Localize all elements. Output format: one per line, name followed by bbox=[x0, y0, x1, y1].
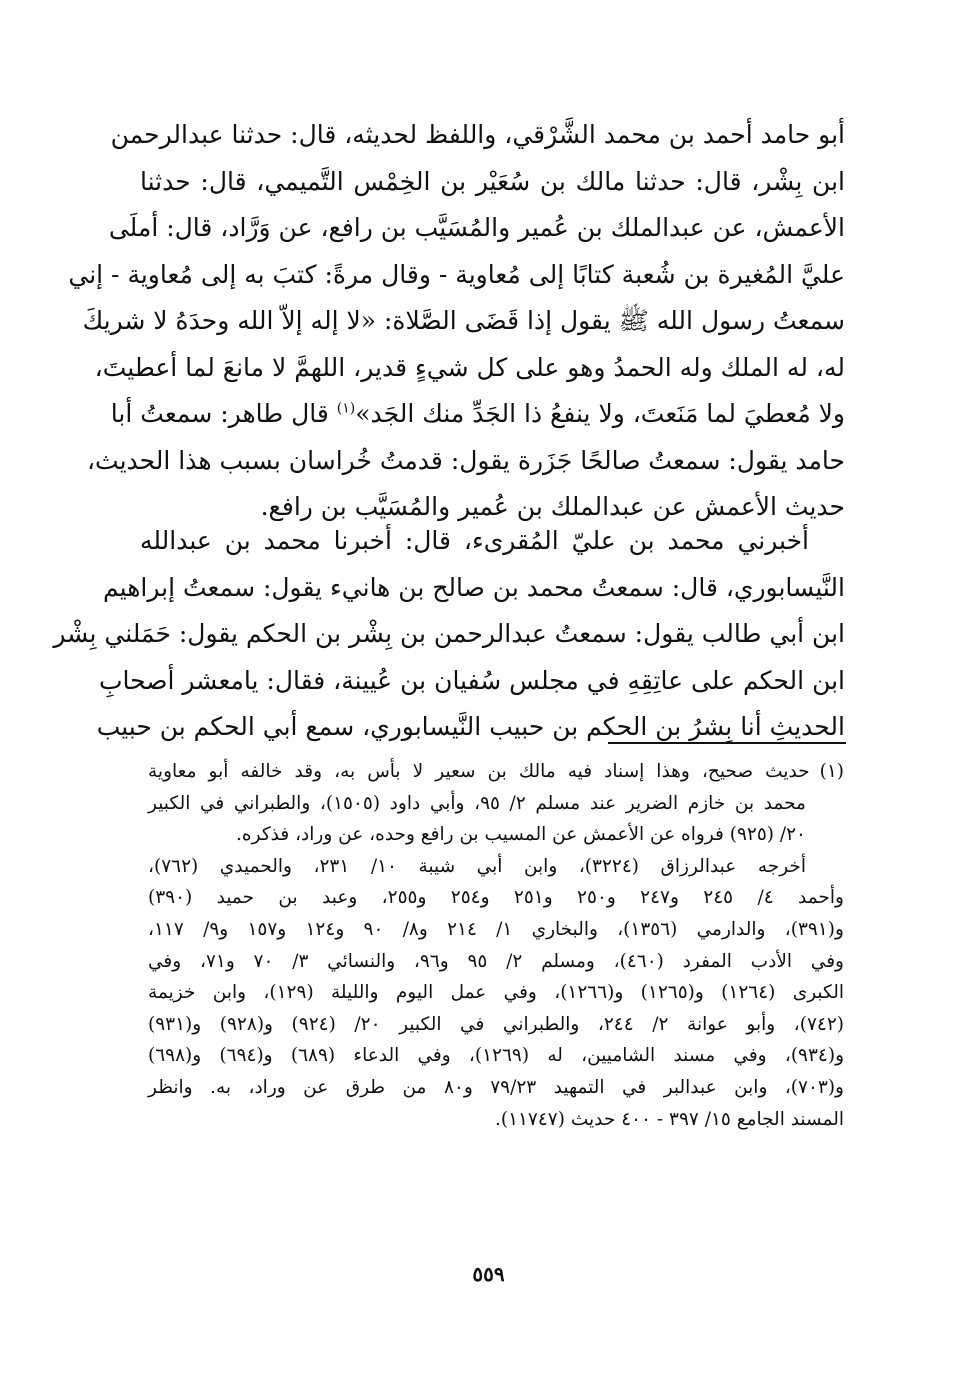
footnote-line: أخرجه عبدالرزاق (٣٢٢٤)، وابن أبي شيبة ١٠/ ٢٣١، والحميدي (٧٦٢)، bbox=[148, 855, 806, 877]
footnote-line: وأحمد ٤/ ٢٤٥ و٢٤٧ و٢٥٠ و٢٥١ و٢٥٤ و٢٥٥، وعبد بن حميد (٣٩٠) bbox=[148, 887, 844, 909]
text-line: الحديثِ أنا بِشرُ بن الحكم بن حبيب النَّيسابوري، سمع أبي الحكم بن حبيب bbox=[96, 712, 845, 741]
footnote-reference: (١) bbox=[336, 400, 356, 417]
text-line: ابن الحكم على عاتِقِهِ في مجلس سُفيان بن عُيينة، فقال: يامعشر أصحابِ bbox=[98, 665, 845, 695]
text-line: حامد يقول: سمعتُ صالحًا جَزَرة يقول: قدمتُ خُراسان بسبب هذا الحديث، bbox=[86, 445, 845, 475]
text-line: النَّيسابوري، قال: سمعتُ محمد بن صالح بن هانيء يقول: سمعتُ إبراهيم bbox=[103, 572, 845, 602]
footnote-line: و(٣٩١)، والدارمي (١٣٥٦)، والبخاري ١/ ٢١٤ و٨/ ٩٠ و١٢٤ و١٥٧ و٩/ ١١٧، bbox=[148, 918, 844, 940]
text-line bbox=[110, 391, 845, 438]
text-line: أبو حامد أحمد بن محمد الشَّرْقي، واللفظ لحديثه، قال: حدثنا عبدالرحمن bbox=[110, 120, 845, 149]
footnote-divider bbox=[608, 742, 846, 744]
text-line: سمعتُ رسول الله ﷺ يقول إذا قَضَى الصَّلاة: «لا إله إلاّ الله وحدَهُ لا شريكَ bbox=[82, 306, 845, 335]
footnote-line bbox=[148, 756, 844, 788]
text-line: ابن بِشْر، قال: حدثنا مالك بن سُعَيْر بن الخِمْس التَّميمي، قال: حدثنا bbox=[140, 166, 845, 196]
footnote-line: المسند الجامع ١٥/ ٣٩٧ - ٤٠٠ حديث (١١٧٤٧). bbox=[494, 1108, 844, 1130]
footnote-line: وفي الأدب المفرد (٤٦٠)، ومسلم ٢/ ٩٥ و٩٦، والنسائي ٣/ ٧٠ و٧١، وفي bbox=[148, 950, 844, 972]
text-line: ابن أبي طالب يقول: سمعتُ عبدالرحمن بن بِشْر بن الحكم يقول: حَمَلني بِشْر bbox=[53, 619, 845, 648]
paragraph-1 bbox=[68, 112, 845, 531]
footnote-marker: (١) bbox=[819, 761, 844, 782]
text-line: حديث الأعمش عن عبدالملك بن عُمير والمُسَيَّب بن رافع. bbox=[260, 492, 845, 521]
page-number: ٥٥٩ bbox=[472, 1262, 505, 1286]
footnote-line: و(٩٣٤)، وفي مسند الشاميين، له (١٢٦٩)، وفي الدعاء (٦٨٩) و(٦٩٤) و(٦٩٨) bbox=[148, 1045, 845, 1067]
footnote-line: الكبرى (١٢٦٤) و(١٢٦٥) و(١٢٦٦)، وفي عمل اليوم والليلة (١٢٩)، وابن خزيمة bbox=[148, 982, 844, 1004]
footnote-line: (٧٤٢)، وأبو عوانة ٢/ ٢٤٤، والطبراني في الكبير ٢٠/ (٩٢٤) و(٩٢٨) و(٩٣١) bbox=[148, 1013, 845, 1035]
text-segment: قال طاهر: سمعتُ أبا bbox=[110, 399, 337, 428]
paragraph-2 bbox=[53, 518, 845, 751]
text-segment: ولا مُعطيَ لما مَنَعتَ، ولا ينفعُ ذا الجَدِّ منك الجَد» bbox=[355, 399, 845, 428]
footnotes bbox=[148, 756, 844, 1135]
text-line: الأعمش، عن عبدالملك بن عُمير والمُسَيَّب بن رافع، عن وَرَّاد، قال: أملَى bbox=[108, 213, 845, 242]
footnote-line: ٢٠/ (٩٢٥) فرواه عن الأعمش عن المسيب بن رافع وحده، عن وراد، فذكره. bbox=[236, 824, 806, 846]
footnote-line: و(٧٠٣)، وابن عبدالبر في التمهيد ٧٩/٢٣ و٨٠ من طرق عن وراد، به. وانظر bbox=[148, 1076, 844, 1098]
footnote-text: حديث صحيح، وهذا إسناد فيه مالك بن سعير لا بأس به، وقد خالفه أبو معاوية bbox=[148, 761, 810, 782]
footnote-line: محمد بن خازم الضرير عند مسلم ٢/ ٩٥، وأبي داود (١٥٠٥)، والطبراني في الكبير bbox=[148, 792, 806, 814]
text-line: عليَّ المُغيرة بن شُعبة كتابًا إلى مُعاوية - وقال مرةً: كتبَ به إلى مُعاوية - إني bbox=[68, 259, 845, 289]
text-line: أخبرني محمد بن عليّ المُقرىء، قال: أخبرنا محمد بن عبدالله bbox=[140, 526, 809, 555]
text-line: له، له الملك وله الحمدُ وهو على كل شيءٍ قدير، اللهمَّ لا مانعَ لما أعطيتَ، bbox=[94, 352, 845, 382]
